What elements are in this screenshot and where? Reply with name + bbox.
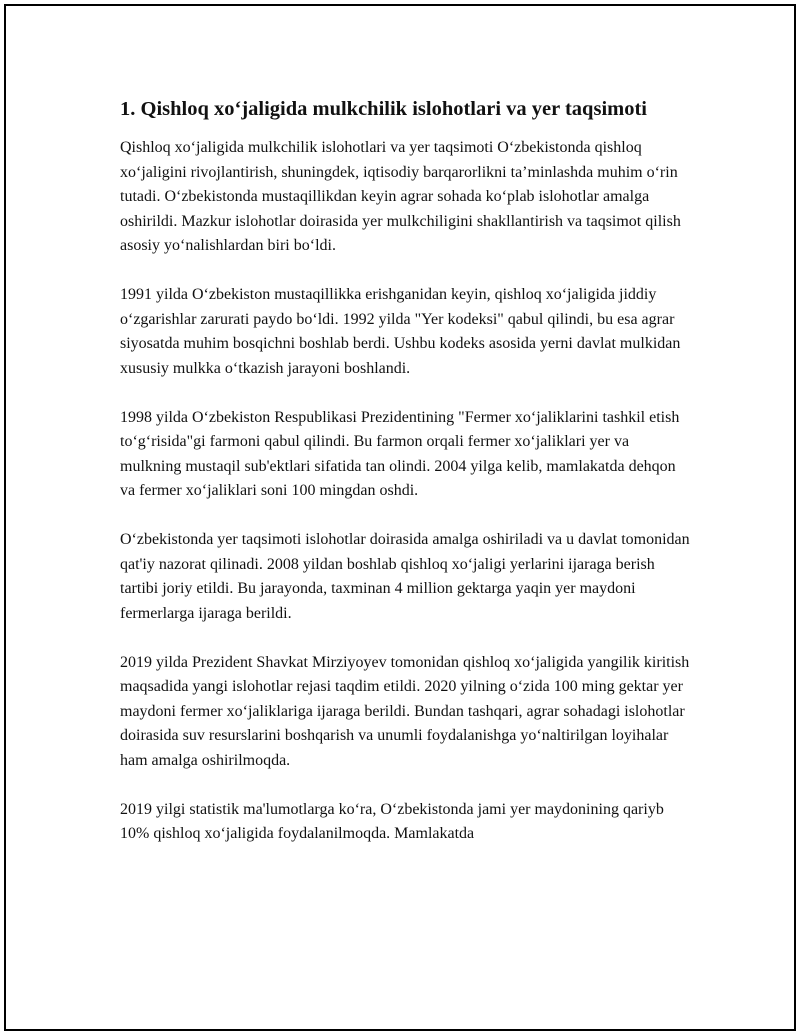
document-body: [120, 94, 692, 871]
paragraph-1: Qishloq xo‘jaligida mulkchilik islohotlari va yer taqsimoti O‘zbekistonda qishloq xo‘jaligini rivojlantirish, shuningdek, iqtisodiy barqarorlikni ta’minlashda muhim o‘rin tutadi. O‘zbekistonda mustaqillikdan keyin agrar sohada ko‘plab islohotlar amalga oshirildi. Mazkur islohotlar doirasida yer mulkchiligini shakllantirish va taqsimot qilish asosiy yo‘nalishlardan biri bo‘ldi.: [120, 139, 681, 254]
document-page: [4, 4, 796, 1031]
paragraph-5: 2019 yilda Prezident Shavkat Mirziyoyev tomonidan qishloq xo‘jaligida yangilik kiritish maqsadida yangi islohotlar rejasi taqdim etildi. 2020 yilning o‘zida 100 ming gektar yer maydoni fermer xo‘jaliklariga ijaraga berildi. Bundan tashqari, agrar sohadagi islohotlar doirasida suv resurslarini boshqarish va unumli foydalanishga yo‘naltirilgan loyihalar ham amalga oshirilmoqda.: [120, 653, 690, 769]
paragraph-4: O‘zbekistonda yer taqsimoti islohotlar doirasida amalga oshiriladi va u davlat tomonidan qat'iy nazorat qilinadi. 2008 yildan boshlab qishloq xo‘jaligi yerlarini ijaraga berish tartibi joriy etildi. Bu jarayonda, taxminan 4 million gektarga yaqin yer maydoni fermerlarga ijaraga berildi.: [120, 531, 690, 622]
section-title: 1. Qishloq xo‘jaligida mulkchilik islohotlari va yer taqsimoti: [120, 98, 647, 120]
paragraph-2: 1991 yilda O‘zbekiston mustaqillikka erishganidan keyin, qishloq xo‘jaligida jiddiy o‘zgarishlar zarurati paydo bo‘ldi. 1992 yilda "Yer kodeksi" qabul qilindi, bu esa agrar siyosatda muhim bosqichni boshlab berdi. Ushbu kodeks asosida yerni davlat mulkidan xususiy mulkka o‘tkazish jarayoni boshlandi.: [120, 286, 681, 377]
paragraph-6: 2019 yilgi statistik ma'lumotlarga ko‘ra, O‘zbekistonda jami yer maydonining qariyb 10% qishloq xo‘jaligida foydalanilmoqda. Mamlakatda: [120, 800, 664, 842]
paragraph-3: 1998 yilda O‘zbekiston Respublikasi Prezidentining "Fermer xo‘jaliklarini tashkil etish to‘g‘risida"gi farmoni qabul qilindi. Bu farmon orqali fermer xo‘jaliklari yer va mulkning mustaqil sub'ektlari sifatida tan olindi. 2004 yilga kelib, mamlakatda dehqon va fermer xo‘jaliklari soni 100 mingdan oshdi.: [120, 408, 680, 499]
